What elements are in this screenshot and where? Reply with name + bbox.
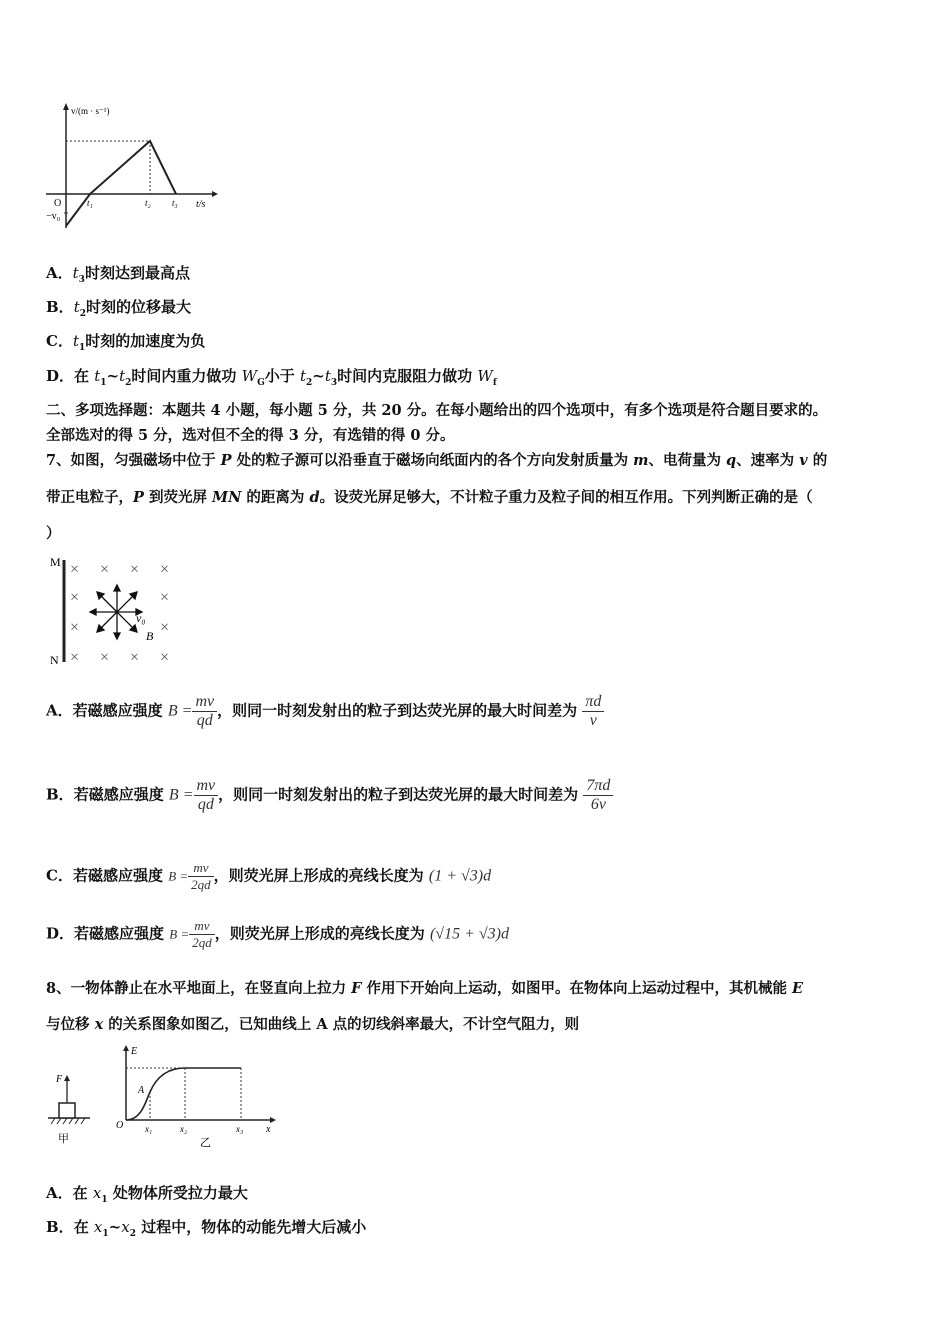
- label-e: E: [131, 1046, 138, 1057]
- ground-hatch: [51, 1118, 85, 1124]
- q6-option-c[interactable]: C．$t_1$时刻的加速度为负: [46, 332, 206, 353]
- neg-v0-label: −v₀: [46, 211, 61, 222]
- field-cross: ×: [70, 649, 80, 666]
- origin-label: O: [54, 198, 62, 209]
- field-cross: ×: [70, 619, 80, 636]
- field-cross: ×: [70, 561, 80, 578]
- force-arrowhead: [64, 1075, 70, 1081]
- label-o: O: [116, 1120, 124, 1131]
- q7-stem-line2: 带正电粒子，P 到荧光屏 MN 的距离为 d。设荧光屏足够大，不计粒子重力及粒子间的相互作用。下列判断正确的是（: [46, 489, 813, 506]
- label-b: B: [146, 629, 154, 643]
- section-heading-line2: 全部选对的得 5 分，选对但不全的得 3 分，有选错的得 0 分。: [46, 427, 455, 444]
- q7-option-a[interactable]: A．若磁感应强度 B = $\frac{mv}{qd}$ ，则同一时刻发射出的粒子到达荧光屏的最大时间差为 $\frac{\pi d}{v}$: [46, 693, 604, 730]
- v-axis-arrow: [63, 103, 69, 110]
- section-heading-line1: 二、多项选择题：本题共 4 小题，每小题 5 分，共 20 分。在每小题给出的四个选项中，有多个选项是符合题目要求的。: [46, 402, 828, 419]
- q7-stem-line3: ）: [46, 525, 61, 542]
- particle-velocity-arrows: [90, 585, 142, 639]
- label-x3: x₃: [236, 1124, 244, 1134]
- q7-option-c[interactable]: C．若磁感应强度 B = $\frac{mv}{2qd}$ ，则荧光屏上形成的亮线长度为 (1 + √3)d: [46, 860, 492, 892]
- field-cross: ×: [70, 589, 80, 606]
- q6-option-d[interactable]: D．在 $t_1\sim t_2$时间内重力做功 $W_G$小于 $t_2\sim t_3$时间内克服阻力做功 $W_f$: [46, 367, 497, 388]
- q8-stem-line2: 与位移 x 的关系图象如图乙，已知曲线上 A 点的切线斜率最大，不计空气阻力，则: [46, 1016, 580, 1033]
- velocity-line: [66, 141, 176, 226]
- t1-label: t₁: [87, 198, 93, 208]
- label-n: N: [50, 653, 59, 667]
- magnetic-field-figure: [44, 548, 184, 673]
- v-axis-label: v/(m · s⁻¹): [71, 106, 110, 116]
- label-jia: 甲: [58, 1133, 69, 1145]
- field-cross: ×: [160, 589, 170, 606]
- field-cross: ×: [160, 619, 170, 636]
- x-axis-arrow: [270, 1117, 276, 1123]
- q7-option-d[interactable]: D．若磁感应强度 B = $\frac{mv}{2qd}$ ，则荧光屏上形成的亮线长度为 (√15 + √3)d: [46, 918, 509, 950]
- label-m: M: [50, 555, 61, 569]
- label-f: F: [56, 1074, 63, 1085]
- label-x2: x₂: [180, 1124, 188, 1134]
- label-x: x: [266, 1124, 271, 1135]
- q8-option-b[interactable]: B．在 $x_1\sim x_2$ 过程中，物体的动能先增大后减小: [46, 1218, 367, 1239]
- field-cross: ×: [160, 649, 170, 666]
- e-axis-arrow: [123, 1045, 129, 1051]
- t3-label: t₃: [172, 198, 178, 208]
- q8-stem-line1: 8、一物体静止在水平地面上，在竖直向上拉力 F 作用下开始向上运动，如图甲。在物体向上运动过程中，其机械能 E: [46, 980, 804, 997]
- field-cross: ×: [130, 649, 140, 666]
- q6-option-b[interactable]: B．$t_2$时刻的位移最大: [46, 298, 191, 319]
- energy-position-figure: [42, 1040, 282, 1152]
- q6-option-a[interactable]: A．$t_3$时刻达到最高点: [46, 264, 190, 285]
- q7-stem-line1: 7、如图，匀强磁场中位于 P 处的粒子源可以沿垂直于磁场向纸面内的各个方向发射质量为 m、电荷量为 q、速率为 v 的: [46, 452, 828, 469]
- q8-option-a[interactable]: A．在 $x_1$ 处物体所受拉力最大: [46, 1184, 248, 1205]
- field-cross: ×: [130, 561, 140, 578]
- label-x1: x₁: [145, 1124, 153, 1134]
- label-yi: 乙: [200, 1137, 211, 1149]
- q7-option-b[interactable]: B．若磁感应强度 B = $\frac{mv}{qd}$ ，则同一时刻发射出的粒子到达荧光屏的最大时间差为 $\frac{7\pi d}{6v}$: [46, 777, 613, 814]
- t-axis-label: t/s: [196, 199, 206, 210]
- field-cross: ×: [160, 561, 170, 578]
- block: [59, 1103, 75, 1118]
- field-crosses: [70, 561, 169, 666]
- field-cross: ×: [100, 561, 110, 578]
- label-v0: v₀: [136, 611, 146, 625]
- velocity-time-graph: [40, 100, 220, 235]
- field-cross: ×: [100, 649, 110, 666]
- t2-label: t₂: [145, 198, 151, 208]
- t-axis-arrow: [212, 191, 218, 197]
- label-a: A: [138, 1085, 145, 1096]
